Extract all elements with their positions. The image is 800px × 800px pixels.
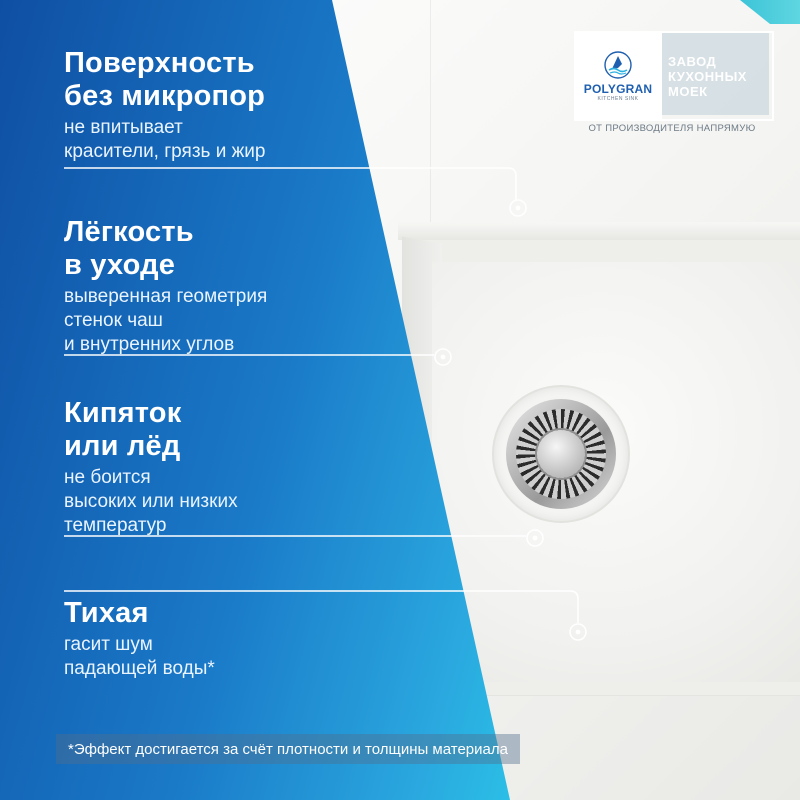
brand-badge (574, 31, 774, 121)
feature-description (64, 633, 215, 681)
feature-title (64, 397, 238, 463)
deck-groove (430, 0, 431, 230)
feature-no-micropores (64, 47, 266, 164)
drain-icon (494, 387, 628, 521)
footnote (56, 734, 520, 764)
drain-cap (537, 430, 585, 478)
feature-title-line: без микропор (64, 80, 266, 112)
feature-description (64, 285, 267, 357)
feature-title-line: Кипяток (64, 397, 182, 429)
feature-title-line: Лёгкость (64, 216, 194, 248)
brand-name: POLYGRAN (583, 82, 653, 96)
feature-desc-line: высоких или низких (64, 491, 238, 512)
feature-desc-line: гасит шум (64, 634, 153, 655)
sink-bowl-rim (398, 222, 800, 240)
feature-title-line: или лёд (64, 430, 181, 462)
feature-title (64, 597, 215, 630)
feature-title-line: Тихая (64, 597, 149, 629)
footnote-text: *Эффект достигается за счёт плотности и толщины материала (68, 740, 508, 758)
feature-title-line: в уходе (64, 249, 176, 281)
feature-title (64, 47, 266, 113)
feature-desc-line: не впитывает (64, 117, 183, 138)
brand-subtitle: KITCHEN SINK (597, 96, 639, 102)
feature-desc-line: не боится (64, 467, 151, 488)
feature-heat-cold (64, 397, 238, 538)
brand-slogan-block (660, 33, 772, 119)
brand-slogan-line: КУХОННЫХ (668, 68, 747, 84)
feature-description (64, 116, 266, 164)
brand-slogan-line: ЗАВОД (668, 53, 717, 69)
brand-slogan-line: МОЕК (668, 83, 708, 99)
feature-easy-care (64, 216, 267, 357)
feature-title-line: Поверхность (64, 47, 255, 79)
feature-title (64, 216, 267, 282)
brand-tagline: ОТ ПРОИЗВОДИТЕЛЯ НАПРЯМУЮ (588, 123, 756, 134)
feature-description (64, 466, 238, 538)
feature-desc-line: выверенная геометрия (64, 286, 268, 307)
feature-desc-line: стенок чаш (64, 310, 163, 331)
feature-desc-line: падающей воды* (64, 658, 215, 679)
polygran-logo-icon (603, 50, 633, 80)
feature-desc-line: температур (64, 515, 167, 536)
feature-desc-line: красители, грязь и жир (64, 141, 266, 162)
brand-logo-block (576, 33, 660, 119)
feature-quiet (64, 597, 215, 681)
feature-desc-line: и внутренних углов (64, 334, 235, 355)
